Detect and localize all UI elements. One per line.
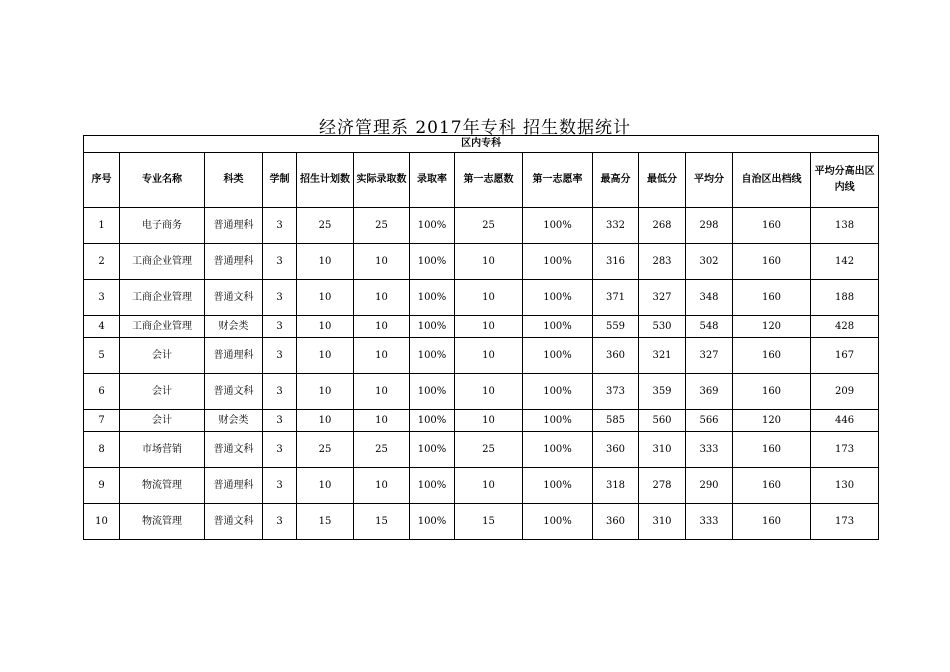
table-cell: 5 [84,338,120,374]
table-cell: 100% [410,410,455,432]
table-cell: 321 [639,338,686,374]
table-cell: 25 [455,432,523,468]
table-cell: 普通文科 [205,280,263,316]
table-cell: 173 [811,432,879,468]
column-header: 专业名称 [120,153,205,208]
table-row [84,208,879,244]
section-title: 区内专科 [84,136,879,153]
table-cell: 100% [410,468,455,504]
table-cell: 100% [410,374,455,410]
table-cell: 25 [354,208,410,244]
table-cell: 3 [263,374,297,410]
column-header: 平均分 [686,153,733,208]
table-cell: 10 [297,316,354,338]
table-cell: 10 [354,410,410,432]
table-cell: 10 [455,374,523,410]
column-header: 第一志愿率 [523,153,593,208]
table-cell: 360 [593,432,639,468]
table-cell: 100% [410,504,455,540]
column-header: 序号 [84,153,120,208]
table-cell: 316 [593,244,639,280]
table-cell: 173 [811,504,879,540]
table-cell: 290 [686,468,733,504]
table-cell: 工商企业管理 [120,316,205,338]
table-cell: 100% [523,504,593,540]
table-cell: 3 [263,244,297,280]
table-cell: 333 [686,504,733,540]
table-cell: 10 [455,316,523,338]
table-cell: 10 [354,468,410,504]
table-cell: 120 [733,316,811,338]
table-cell: 359 [639,374,686,410]
table-cell: 3 [263,316,297,338]
table-cell: 310 [639,432,686,468]
table-cell: 332 [593,208,639,244]
table-cell: 360 [593,338,639,374]
table-cell: 566 [686,410,733,432]
table-cell: 10 [455,468,523,504]
table-cell: 普通理科 [205,244,263,280]
column-header: 招生计划数 [297,153,354,208]
table-cell: 3 [263,468,297,504]
column-header: 最低分 [639,153,686,208]
table-cell: 10 [354,316,410,338]
table-cell: 1 [84,208,120,244]
table-cell: 548 [686,316,733,338]
table-cell: 100% [523,208,593,244]
table-row [84,504,879,540]
table-cell: 10 [354,374,410,410]
table-cell: 25 [297,432,354,468]
table-row [84,244,879,280]
table-cell: 10 [455,280,523,316]
table-cell: 100% [410,316,455,338]
table-cell: 373 [593,374,639,410]
table-cell: 25 [354,432,410,468]
table-cell: 360 [593,504,639,540]
table-cell: 100% [410,432,455,468]
table-cell: 559 [593,316,639,338]
table-cell: 209 [811,374,879,410]
table-cell: 工商企业管理 [120,280,205,316]
table-cell: 100% [523,280,593,316]
table-cell: 3 [263,338,297,374]
table-cell: 10 [297,468,354,504]
table-cell: 普通理科 [205,338,263,374]
table-cell: 10 [354,338,410,374]
table-cell: 160 [733,432,811,468]
column-header: 最高分 [593,153,639,208]
table-cell: 100% [523,316,593,338]
table-cell: 302 [686,244,733,280]
table-cell: 160 [733,468,811,504]
table-cell: 工商企业管理 [120,244,205,280]
table-cell: 普通理科 [205,468,263,504]
table-cell: 318 [593,468,639,504]
table-cell: 普通理科 [205,208,263,244]
column-header: 录取率 [410,153,455,208]
table-cell: 10 [455,244,523,280]
table-cell: 市场营销 [120,432,205,468]
table-cell: 327 [639,280,686,316]
table-cell: 278 [639,468,686,504]
table-cell: 160 [733,504,811,540]
table-cell: 15 [455,504,523,540]
table-cell: 物流管理 [120,504,205,540]
table-cell: 3 [263,410,297,432]
table-cell: 369 [686,374,733,410]
table-cell: 6 [84,374,120,410]
table-cell: 普通文科 [205,504,263,540]
table-cell: 100% [523,374,593,410]
table-cell: 130 [811,468,879,504]
table-cell: 138 [811,208,879,244]
table-cell: 10 [84,504,120,540]
table-cell: 8 [84,432,120,468]
table-cell: 10 [297,280,354,316]
table-cell: 9 [84,468,120,504]
table-cell: 15 [354,504,410,540]
column-header: 第一志愿数 [455,153,523,208]
table-body [84,208,879,540]
table-cell: 100% [410,280,455,316]
table-cell: 298 [686,208,733,244]
column-header: 科类 [205,153,263,208]
column-header: 平均分高出区内线 [811,153,879,208]
admission-stats-table [83,135,879,540]
table-cell: 3 [263,432,297,468]
page-title: 经济管理系 2017年专科 招生数据统计 [318,118,632,138]
table-cell: 120 [733,410,811,432]
table-cell: 348 [686,280,733,316]
table-cell: 3 [263,208,297,244]
table-row [84,280,879,316]
table-cell: 10 [297,244,354,280]
table-cell: 3 [84,280,120,316]
column-header: 实际录取数 [354,153,410,208]
table-row [84,410,879,432]
table-cell: 财会类 [205,410,263,432]
table-cell: 167 [811,338,879,374]
table-cell: 100% [523,432,593,468]
table-cell: 160 [733,338,811,374]
table-cell: 10 [455,338,523,374]
table-row [84,338,879,374]
table-cell: 普通文科 [205,374,263,410]
table-cell: 268 [639,208,686,244]
table-cell: 160 [733,244,811,280]
table-cell: 3 [263,280,297,316]
table-row [84,316,879,338]
table-cell: 会计 [120,374,205,410]
table-cell: 100% [523,244,593,280]
column-header: 学制 [263,153,297,208]
table-row [84,468,879,504]
table-cell: 4 [84,316,120,338]
section-header-row [84,136,879,153]
table-cell: 25 [455,208,523,244]
table-cell: 会计 [120,410,205,432]
table-cell: 188 [811,280,879,316]
table-cell: 会计 [120,338,205,374]
table-cell: 15 [297,504,354,540]
column-header-row [84,153,879,208]
table-cell: 428 [811,316,879,338]
table-row [84,374,879,410]
table-cell: 财会类 [205,316,263,338]
table-cell: 10 [297,338,354,374]
table-cell: 160 [733,208,811,244]
table-cell: 585 [593,410,639,432]
table-cell: 10 [455,410,523,432]
table-cell: 100% [523,338,593,374]
table-cell: 3 [263,504,297,540]
table-cell: 7 [84,410,120,432]
table-cell: 142 [811,244,879,280]
table-cell: 327 [686,338,733,374]
table-cell: 371 [593,280,639,316]
table-cell: 560 [639,410,686,432]
table-row [84,432,879,468]
table-cell: 25 [297,208,354,244]
table-cell: 10 [354,244,410,280]
table-cell: 283 [639,244,686,280]
table-cell: 530 [639,316,686,338]
table-cell: 2 [84,244,120,280]
table-cell: 电子商务 [120,208,205,244]
table-cell: 310 [639,504,686,540]
table-cell: 物流管理 [120,468,205,504]
table-cell: 100% [410,244,455,280]
table-cell: 100% [523,410,593,432]
table-cell: 100% [523,468,593,504]
table-cell: 333 [686,432,733,468]
table-cell: 100% [410,338,455,374]
table-cell: 普通文科 [205,432,263,468]
table-cell: 160 [733,374,811,410]
table-cell: 10 [297,374,354,410]
table-cell: 160 [733,280,811,316]
column-header: 自治区出档线 [733,153,811,208]
table-cell: 10 [297,410,354,432]
table-cell: 446 [811,410,879,432]
table-cell: 10 [354,280,410,316]
table-cell: 100% [410,208,455,244]
